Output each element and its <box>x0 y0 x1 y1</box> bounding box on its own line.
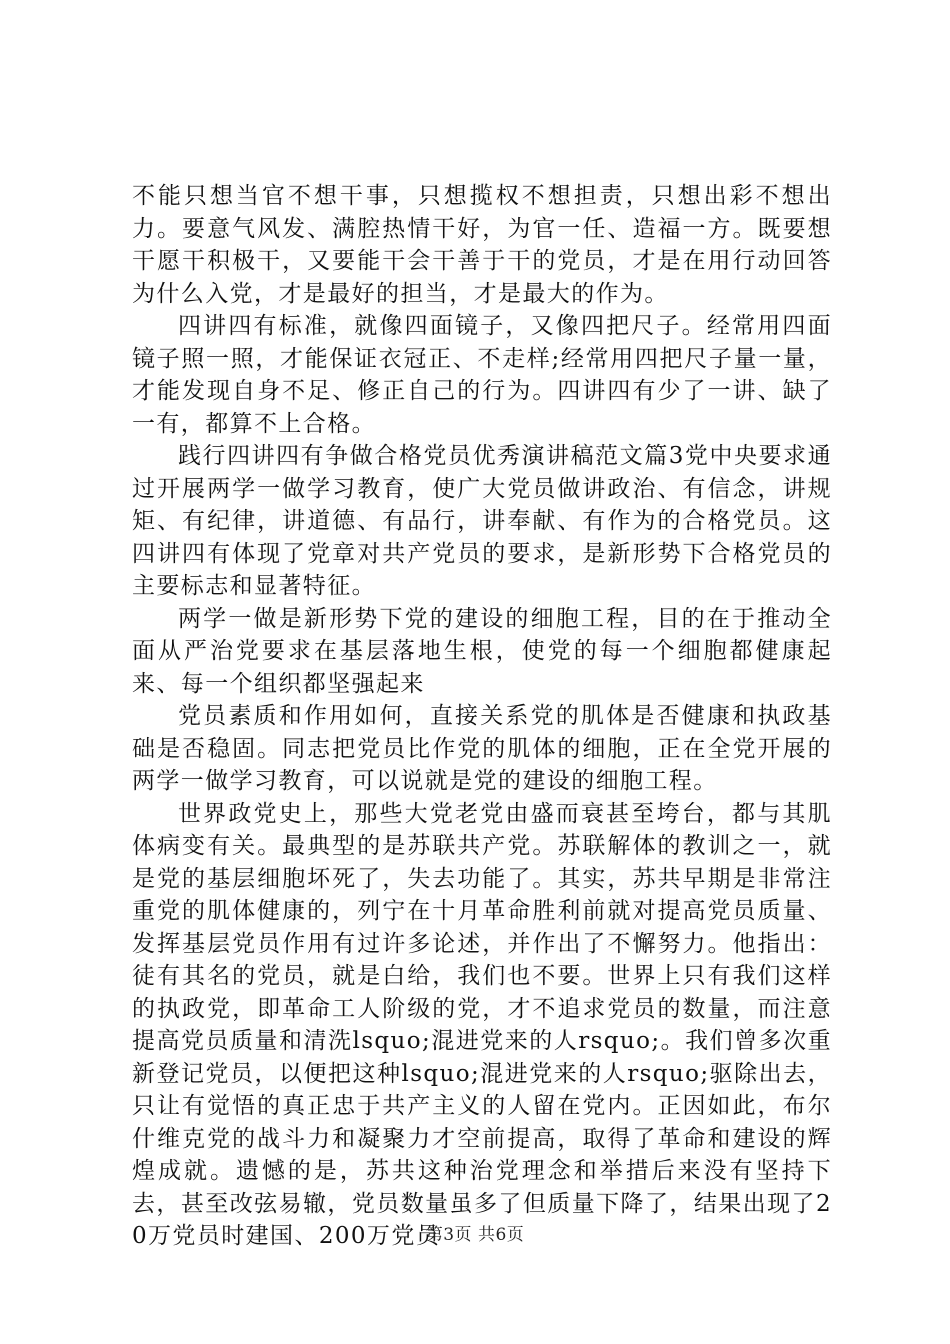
paragraph-6: 世界政党史上，那些大党老党由盛而衰甚至垮台，都与其肌体病变有关。最典型的是苏联共产党。苏联解体的教训之一，就是党的基层细胞坏死了，失去功能了。其实，苏共早期是非常注重党的肌体健康的，列宁在十月革命胜利前就对提高党员质量、发挥基层党员作用有过许多论述，并作出了不懈努力。他指出：徒有其名的党员，就是白给，我们也不要。世界上只有我们这样的执政党，即革命工人阶级的党，才不追求党员的数量，而注意提高党员质量和清洗lsquo;混进党来的人rsquo;。我们曾多次重新登记党员，以便把这种lsquo;混进党来的人rsquo;驱除出去，只让有觉悟的真正忠于共产主义的人留在党内。正因如此，布尔什维克党的战斗力和凝聚力才空前提高，取得了革命和建设的辉煌成就。遗憾的是，苏共这种治党理念和举措后来没有坚持下去，甚至改弦易辙，党员数量虽多了但质量下降了，结果出现了20万党员时建国、200万党员 <box>132 800 832 1249</box>
body-text <box>132 180 832 1253</box>
paragraph-5: 党员素质和作用如何，直接关系党的肌体是否健康和执政基础是否稳固。同志把党员比作党的肌体的细胞，正在全党开展的两学一做学习教育，可以说就是党的建设的细胞工程。 <box>132 703 832 794</box>
paragraph-4: 两学一做是新形势下党的建设的细胞工程，目的在于推动全面从严治党要求在基层落地生根，使党的每一个细胞都健康起来、每一个组织都坚强起来 <box>132 605 832 697</box>
paragraph-3: 践行四讲四有争做合格党员优秀演讲稿范文篇3党中央要求通过开展两学一做学习教育，使广大党员做讲政治、有信念，讲规矩、有纪律，讲道德、有品行，讲奉献、有作为的合格党员。这四讲四有体现了党章对共产党员的要求，是新形势下合格党员的主要标志和显著特征。 <box>132 443 832 599</box>
paragraph-2: 四讲四有标准，就像四面镜子，又像四把尺子。经常用四面镜子照一照，才能保证衣冠正、不走样;经常用四把尺子量一量，才能发现自身不足、修正自己的行为。四讲四有少了一讲、缺了一有，都算不上合格。 <box>132 313 832 437</box>
page-footer: 第3页 共6页 <box>425 1225 525 1245</box>
paragraph-1: 不能只想当官不想干事，只想揽权不想担责，只想出彩不想出力。要意气风发、满腔热情干好，为官一任、造福一方。既要想干愿干积极干，又要能干会干善于干的党员，才是在用行动回答为什么入党，才是最好的担当，才是最大的作为。 <box>132 183 832 307</box>
